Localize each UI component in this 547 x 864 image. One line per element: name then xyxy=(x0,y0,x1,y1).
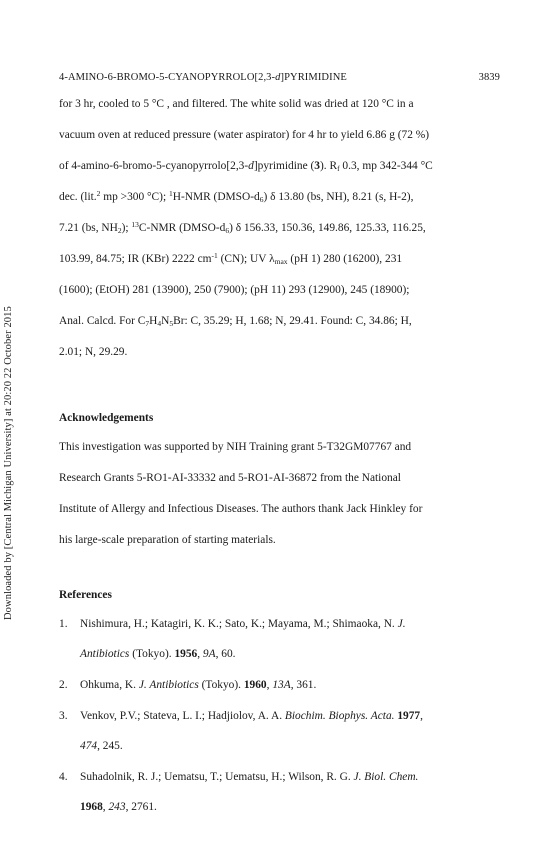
reference-text: Venkov, P.V.; Stateva, L. I.; Hadjiolov, A. A. Biochim. Biophys. Acta. 1977, xyxy=(80,710,423,722)
reference-text-cont: Antibiotics (Tokyo). 1956, 9A, 60. xyxy=(80,648,236,660)
ack-line-2: Research Grants 5-RO1-AI-33332 and 5-RO1-AI-36872 from the National xyxy=(59,472,401,484)
reference-text: Suhadolnik, R. J.; Uematsu, T.; Uematsu, H.; Wilson, R. G. J. Biol. Chem. xyxy=(80,771,419,783)
body-line-9: 2.01; N, 29.29. xyxy=(59,346,128,358)
reference-text: Ohkuma, K. J. Antibiotics (Tokyo). 1960, 13A, 361. xyxy=(80,679,317,691)
running-title: 4-AMINO-6-BROMO-5-CYANOPYRROLO[2,3-d]PYRIMIDINE xyxy=(59,72,347,83)
running-header xyxy=(59,72,500,83)
reference-text: Nishimura, H.; Katagiri, K. K.; Sato, K.; Mayama, M.; Shimaoka, N. J. xyxy=(80,618,406,630)
download-watermark: Downloaded by [Central Michigan University] at 20:20 22 October 2015 xyxy=(3,306,14,620)
reference-number: 3. xyxy=(59,710,68,722)
body-line-4: dec. (lit.$^2$ mp >300 °C); $^1$H-NMR $(DMSO-d_6)$ δ 13.80 (bs, NH), 8.21 (s, H-2), xyxy=(59,189,414,204)
acknowledgements-heading: Acknowledgements xyxy=(59,412,154,424)
references-heading: References xyxy=(59,589,112,601)
body-line-5: 7.21 (bs, $NH_2$); $^{13}$C-NMR $(DMSO-d_6)$ δ 156.33, 150.36, 149.86, 125.33, 116.25, xyxy=(59,220,426,235)
reference-number: 1. xyxy=(59,618,68,630)
reference-text-cont: 1968, 243, 2761. xyxy=(80,801,157,813)
body-line-2: vacuum oven at reduced pressure (water aspirator) for 4 hr to yield 6.86 g (72 %) xyxy=(59,129,430,141)
body-line-6: 103.99, 84.75; IR (KBr) 2222 $cm^{-1}$ (CN); UV $\lambda_{max}$ (pH 1) 280 (16200), 231 xyxy=(59,251,403,266)
ack-line-3: Institute of Allergy and Infectious Diseases. The authors thank Jack Hinkley for xyxy=(59,503,423,515)
body-line-8: Anal. Calcd. For $C_7H_4N_5Br$: C, 35.29; H, 1.68; N, 29.41. Found: C, 34.86; H, xyxy=(59,315,412,328)
body-line-3: of 4-amino-6-bromo-5-cyanopyrrolo[2,3-d]pyrimidine (3). $R_f$ 0.3, mp 342-344 °C xyxy=(59,160,433,173)
reference-text-cont: 474, 245. xyxy=(80,740,123,752)
ack-line-4: his large-scale preparation of starting materials. xyxy=(59,534,276,546)
page-number: 3839 xyxy=(478,72,500,83)
body-line-1: for 3 hr, cooled to 5 °C , and filtered. The white solid was dried at 120 °C in a xyxy=(59,98,414,110)
reference-number: 2. xyxy=(59,679,68,691)
reference-number: 4. xyxy=(59,771,68,783)
ack-line-1: This investigation was supported by NIH Training grant 5-T32GM07767 and xyxy=(59,441,412,453)
body-line-7: (1600); (EtOH) 281 (13900), 250 (7900); (pH 11) 293 (12900), 245 (18900); xyxy=(59,284,410,296)
